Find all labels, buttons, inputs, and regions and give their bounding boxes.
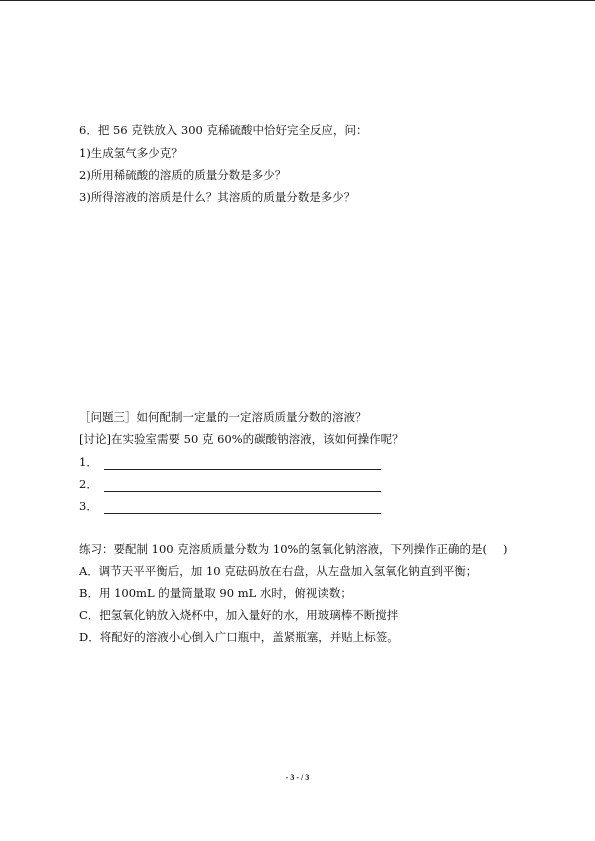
exercise-option-d: D．将配好的溶液小心倒入广口瓶中，盖紧瓶塞，并贴上标签。 <box>79 630 399 644</box>
page-number: - 3 - / 3 <box>285 773 310 782</box>
problem6-question-2: 2)所用稀硫酸的溶质的质量分数是多少？ <box>79 168 287 182</box>
exercise-stem <box>79 542 507 557</box>
exercise-stem-text: 练习：要配制 100 克溶质质量分数为 10%的氢氧化钠溶液，下列操作正确的是( <box>79 542 487 556</box>
answer-step-2 <box>79 477 381 492</box>
exercise-option-c: C．把氢氧化钠放入烧杯中，加入量好的水，用玻璃棒不断搅拌 <box>79 608 399 622</box>
step-number: 3． <box>79 499 98 513</box>
answer-step-1 <box>79 455 381 470</box>
problem6-question-1: 1)生成氢气多少克？ <box>79 146 183 160</box>
question3-discussion: [讨论]在实验室需要 50 克 60%的碳酸钠溶液，该如何操作呢？ <box>79 432 404 446</box>
exercise-close-paren: ) <box>502 542 508 556</box>
answer-step-3 <box>79 499 381 514</box>
answer-blank-2[interactable] <box>104 481 381 492</box>
answer-blank-1[interactable] <box>104 459 381 470</box>
exercise-option-b: B．用 100mL 的量筒量取 90 mL 水时，俯视读数； <box>79 586 352 600</box>
step-number: 1． <box>79 455 98 469</box>
problem6-stem: 6．把 56 克铁放入 300 克稀硫酸中恰好完全反应，问： <box>79 123 368 137</box>
header-rule <box>0 0 595 1</box>
problem6-question-3: 3)所得溶液的溶质是什么？其溶质的质量分数是多少？ <box>79 190 356 204</box>
exercise-option-a: A．调节天平平衡后，加 10 克砝码放在右盘，从左盘加入氢氧化钠直到平衡； <box>79 564 478 578</box>
answer-blank-3[interactable] <box>104 503 381 514</box>
question3-title: ［问题三］如何配制一定量的一定溶质质量分数的溶液？ <box>79 410 367 424</box>
step-number: 2． <box>79 477 98 491</box>
